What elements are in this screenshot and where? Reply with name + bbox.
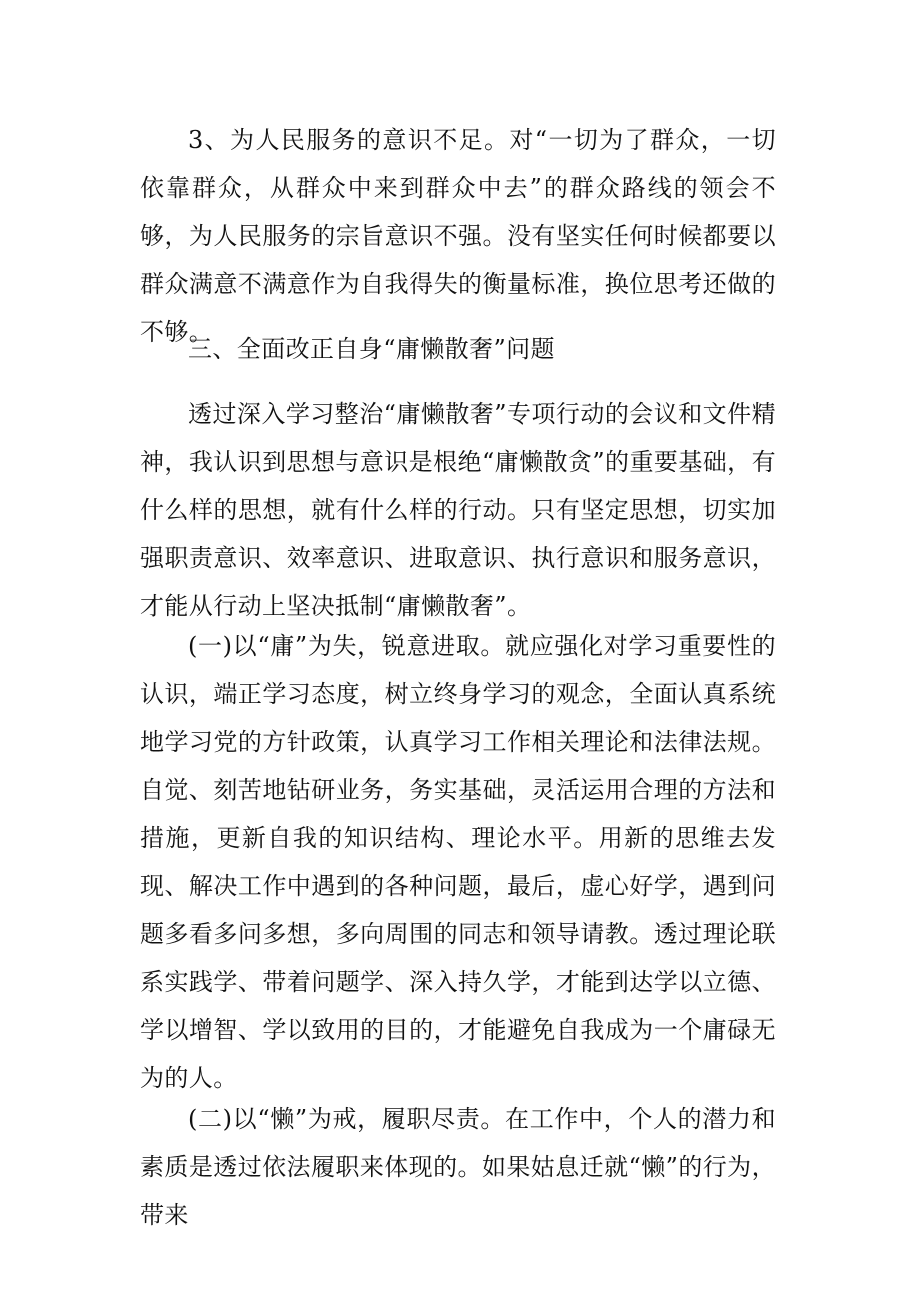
paragraph-mediocrity: (一)以“庸”为失，锐意进取。就应强化对学习重要性的认识，端正学习态度，树立终身学习的观念，全面认真系统地学习党的方针政策，认真学习工作相关理论和法律法规。自觉、刻苦地钻研业务，务实基础，灵活运用合理的方法和措施，更新自我的知识结构、理论水平。用新的思维去发现、解决工作中遇到的各种问题，最后，虚心好学，遇到问题多看多问多想，多向周围的同志和领导请教。透过理论联系实践学、带着问题学、深入持久学，才能到达学以立德、学以增智、学以致用的目的，才能避免自我成为一个庸碌无为的人。 [140,632,776,1092]
paragraph-service-awareness: 3、为人民服务的意识不足。对“一切为了群众，一切依靠群众，从群众中来到群众中去”的群众路线的领会不够，为人民服务的宗旨意识不强。没有坚实任何时候都要以群众满意不满意作为自我得失的衡量标准，换位思考还做的不够。 [140,126,776,346]
paragraph-study-spirit: 透过深入学习整治“庸懒散奢”专项行动的会议和文件精神，我认识到思想与意识是根绝“庸懒散贪”的重要基础，有什么样的思想，就有什么样的行动。只有坚定思想，切实加强职责意识、效率意识、进取意识、执行意识和服务意识，才能从行动上坚决抵制“庸懒散奢”。 [140,400,776,620]
paragraph-laziness: (二)以“懒”为戒，履职尽责。在工作中，个人的潜力和素质是透过依法履职来体现的。如果姑息迁就“懒”的行为，带来 [140,1105,776,1229]
section-heading-three: 三、全面改正自身“庸懒散奢”问题 [188,335,555,363]
